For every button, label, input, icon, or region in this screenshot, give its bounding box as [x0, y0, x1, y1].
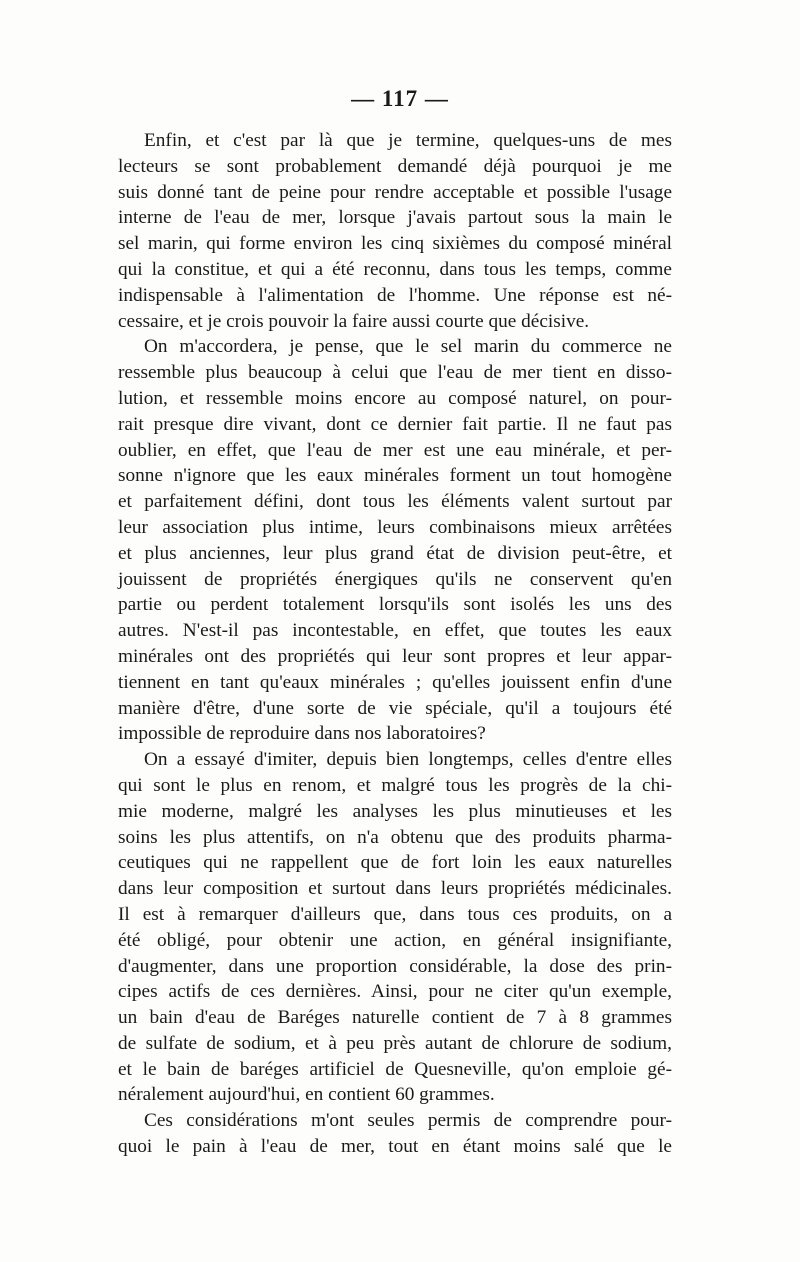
text-line: cipes actifs de ces dernières. Ainsi, pour ne citer qu'un exemple,: [118, 981, 672, 1003]
text-line: Enfin, et c'est par là que je termine, quelques-uns de mes: [144, 130, 672, 151]
text-line: jouissent de propriétés énergiques qu'ils ne conservent qu'en: [118, 568, 672, 590]
text-line: autres. N'est-il pas incontestable, en effet, que toutes les eaux: [118, 620, 672, 642]
text-line: et parfaitement défini, dont tous les éléments valent surtout par: [118, 491, 672, 513]
text-line: Il est à remarquer d'ailleurs que, dans tous ces produits, on a: [118, 903, 672, 925]
text-line: rait presque dire vivant, dont ce dernier fait partie. Il ne faut pas: [118, 413, 672, 435]
text-line: cessaire, et je crois pouvoir la faire aussi courte que décisive.: [118, 310, 590, 332]
body-text: [118, 128, 672, 1160]
text-line: ceutiques qui ne rappellent que de fort loin les eaux naturelles: [118, 852, 672, 874]
text-line: interne de l'eau de mer, lorsque j'avais partout sous la main le: [118, 207, 672, 229]
text-line: Ces considérations m'ont seules permis de comprendre pour-: [144, 1110, 672, 1132]
text-line: tiennent en tant qu'eaux minérales ; qu'elles jouissent enfin d'une: [118, 671, 672, 693]
text-line: partie ou perdent totalement lorsqu'ils sont isolés les uns des: [118, 594, 672, 616]
text-line: qui sont le plus en renom, et malgré tous les progrès de la chi-: [118, 774, 672, 796]
text-line: lution, et ressemble moins encore au composé naturel, on pour-: [118, 387, 672, 409]
paragraph-2: [118, 334, 672, 747]
text-line: oublier, en effet, que l'eau de mer est une eau minérale, et per-: [118, 439, 672, 461]
text-line: On a essayé d'imiter, depuis bien longtemps, celles d'entre elles: [144, 749, 672, 771]
text-line: quoi le pain à l'eau de mer, tout en étant moins salé que le: [118, 1136, 672, 1158]
text-line: mie moderne, malgré les analyses les plus minutieuses et les: [118, 800, 672, 822]
text-line: impossible de reproduire dans nos laboratoires?: [118, 723, 486, 745]
text-line: sonne n'ignore que les eaux minérales forment un tout homogène: [118, 465, 672, 487]
text-line: de sulfate de sodium, et à peu près autant de chlorure de sodium,: [118, 1032, 672, 1054]
text-line: sel marin, qui forme environ les cinq sixièmes du composé minéral: [118, 233, 672, 255]
text-line: dans leur composition et surtout dans leurs propriétés médicinales.: [118, 878, 672, 900]
text-line: manière d'être, d'une sorte de vie spéciale, qu'il a toujours été: [118, 697, 672, 719]
text-line: été obligé, pour obtenir une action, en général insignifiante,: [118, 929, 672, 951]
paragraph-3: [118, 747, 672, 1108]
text-line: lecteurs se sont probablement demandé déjà pourquoi je me: [118, 155, 672, 177]
text-line: et le bain de baréges artificiel de Quesneville, qu'on emploie gé-: [118, 1058, 672, 1080]
text-line: indispensable à l'alimentation de l'homme. Une réponse est né-: [118, 284, 672, 306]
paragraph-1: [118, 128, 672, 334]
page-number: — 117 —: [351, 86, 449, 111]
text-line: ressemble plus beaucoup à celui que l'eau de mer tient en disso-: [118, 362, 672, 384]
text-line: soins les plus attentifs, on n'a obtenu que des produits pharma-: [118, 826, 672, 848]
paragraph-4: [118, 1108, 672, 1160]
text-line: minérales ont des propriétés qui leur sont propres et leur appar-: [118, 645, 672, 667]
text-line: un bain d'eau de Baréges naturelle contient de 7 à 8 grammes: [118, 1007, 672, 1029]
text-line: d'augmenter, dans une proportion considérable, la dose des prin-: [118, 955, 672, 977]
text-line: qui la constitue, et qui a été reconnu, dans tous les temps, comme: [118, 258, 672, 280]
text-line: suis donné tant de peine pour rendre acceptable et possible l'usage: [118, 181, 672, 203]
text-line: On m'accordera, je pense, que le sel marin du commerce ne: [144, 336, 672, 358]
text-line: néralement aujourd'hui, en contient 60 grammes.: [118, 1084, 495, 1106]
text-line: leur association plus intime, leurs combinaisons mieux arrêtées: [118, 516, 672, 538]
text-line: et plus anciennes, leur plus grand état de division peut-être, et: [118, 542, 672, 564]
